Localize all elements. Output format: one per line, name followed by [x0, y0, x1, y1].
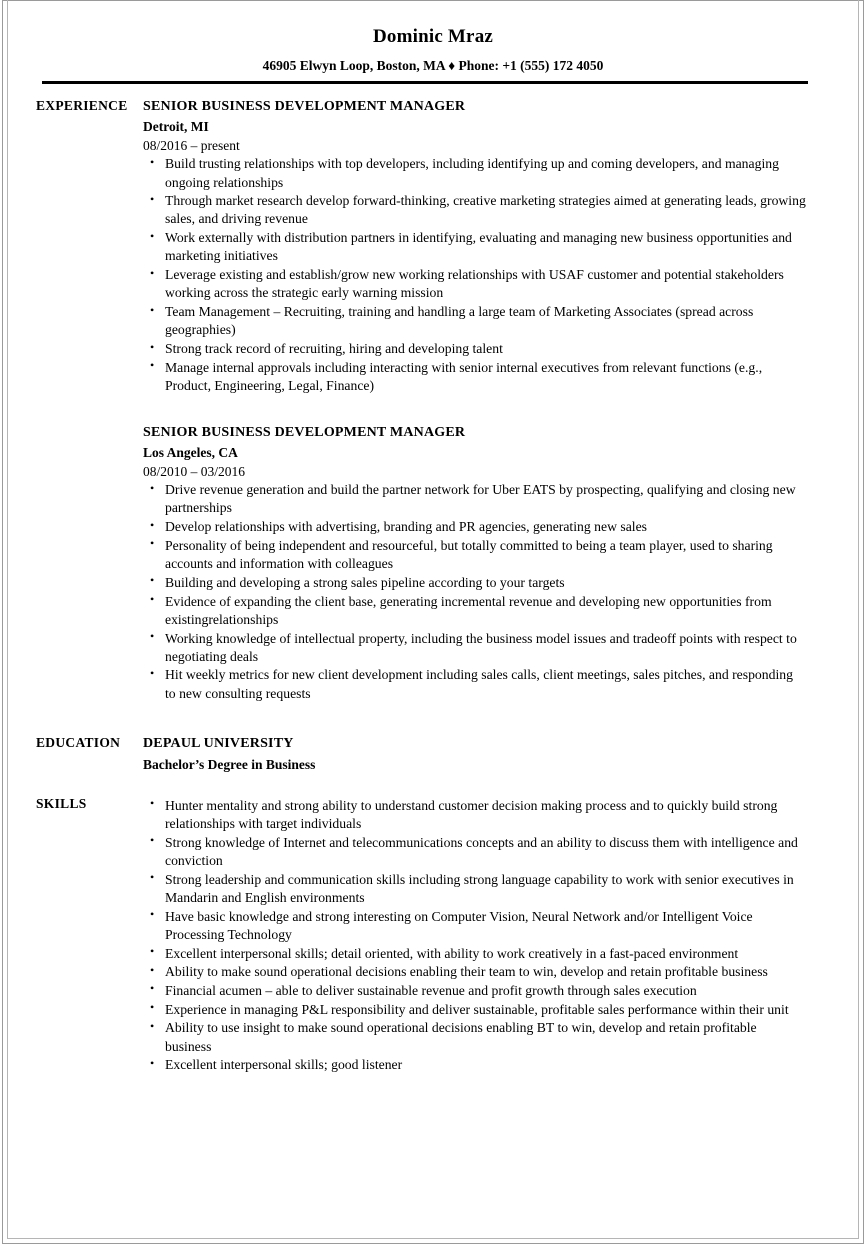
job-dates: 08/2010 – 03/2016 — [143, 463, 246, 479]
candidate-name: Dominic Mraz — [372, 26, 494, 47]
job-location: Detroit, MI — [143, 119, 209, 135]
bullet-item: • Building and developing a strong sales pipeline according to your targets — [143, 574, 806, 592]
experience-body — [143, 98, 866, 704]
job-bullet-list — [143, 155, 806, 395]
section-label-experience: EXPERIENCE — [36, 97, 128, 113]
bullet-item: • Leverage existing and establish/grow new working relationships with USAF customer and potential stakeholders working across the strategic early warning mission — [143, 266, 806, 302]
bullet-item: • Experience in managing P&L responsibility and deliver sustainable, profitable sales performance within their unit — [143, 1001, 806, 1019]
bullet-item: • Strong knowledge of Internet and telecommunications concepts and an ability to discuss them with intelligence and conviction — [143, 834, 806, 870]
job-entry — [143, 98, 806, 395]
bullet-item: • Hunter mentality and strong ability to understand customer decision making process and to quickly build strong relationships with target individuals — [143, 797, 806, 833]
bullet-item: • Strong leadership and communication skills including strong language capability to work with senior executives in Mandarin and English environments — [143, 871, 806, 907]
bullet-item: • Through market research develop forward-thinking, creative marketing strategies aimed at generating leads, growing sales, and driving revenue — [143, 192, 806, 228]
job-bullet-list — [143, 481, 806, 703]
bullet-item: • Financial acumen – able to deliver sustainable revenue and profit growth through sales execution — [143, 982, 806, 1000]
contact-line: 46905 Elwyn Loop, Boston, MA ♦ Phone: +1 (555) 172 4050 — [262, 57, 604, 73]
spacer-before-education — [0, 703, 866, 735]
job-entry — [143, 424, 806, 703]
spacer-before-skills — [0, 774, 866, 796]
bullet-item: • Drive revenue generation and build the partner network for Uber EATS by prospecting, qualifying and closing new partnerships — [143, 481, 806, 517]
section-education — [0, 735, 866, 773]
spacer-between-jobs — [143, 396, 806, 424]
bullet-item: • Working knowledge of intellectual property, including the business model issues and tradeoff points with respect to negotiating deals — [143, 630, 806, 666]
job-title: SENIOR BUSINESS DEVELOPMENT MANAGER — [143, 424, 466, 440]
skills-bullet-list — [143, 797, 806, 1075]
skills-body — [143, 796, 866, 1075]
bullet-item: • Manage internal approvals including interacting with senior internal executives from relevant functions (e.g., Product, Engineering, Legal, Finance) — [143, 359, 806, 395]
job-title: SENIOR BUSINESS DEVELOPMENT MANAGER — [143, 98, 466, 114]
bullet-item: • Hit weekly metrics for new client development including sales calls, client meetings, sales pitches, and responding to new consulting requests — [143, 666, 806, 702]
bullet-item: • Excellent interpersonal skills; detail oriented, with ability to work creatively in a fast-paced environment — [143, 945, 806, 963]
bullet-item: • Excellent interpersonal skills; good listener — [143, 1056, 806, 1074]
bullet-item: • Strong track record of recruiting, hiring and developing talent — [143, 340, 806, 358]
spacer-after-rule — [0, 84, 866, 98]
section-skills — [0, 796, 866, 1075]
bullet-item: • Have basic knowledge and strong interesting on Computer Vision, Neural Network and/or Intelligent Voice Processing Technology — [143, 908, 806, 944]
degree-name: Bachelor’s Degree in Business — [143, 756, 316, 772]
bullet-item: • Develop relationships with advertising, branding and PR agencies, generating new sales — [143, 518, 806, 536]
job-location: Los Angeles, CA — [143, 445, 238, 461]
section-label-skills: SKILLS — [36, 795, 87, 811]
education-body — [143, 735, 866, 773]
bullet-item: • Team Management – Recruiting, training and handling a large team of Marketing Associates (spread across geographies) — [143, 303, 806, 339]
bullet-item: • Ability to make sound operational decisions enabling their team to win, develop and retain profitable business — [143, 963, 806, 981]
bullet-item: • Build trusting relationships with top developers, including identifying up and coming developers, and managing ongoing relationships — [143, 155, 806, 191]
section-experience — [0, 98, 866, 704]
bullet-item: • Ability to use insight to make sound operational decisions enabling BT to win, develop and retain profitable business — [143, 1019, 806, 1055]
school-name: DEPAUL UNIVERSITY — [143, 736, 294, 752]
bullet-item: • Evidence of expanding the client base, generating incremental revenue and developing new opportunities from existingrelationships — [143, 593, 806, 629]
bullet-item: • Work externally with distribution partners in identifying, evaluating and managing new business opportunities and marketing initiatives — [143, 229, 806, 265]
job-dates: 08/2016 – present — [143, 137, 240, 153]
bullet-item: • Personality of being independent and resourceful, but totally committed to being a team player, used to sharing accounts and information with colleagues — [143, 537, 806, 573]
section-label-education: EDUCATION — [36, 735, 121, 751]
